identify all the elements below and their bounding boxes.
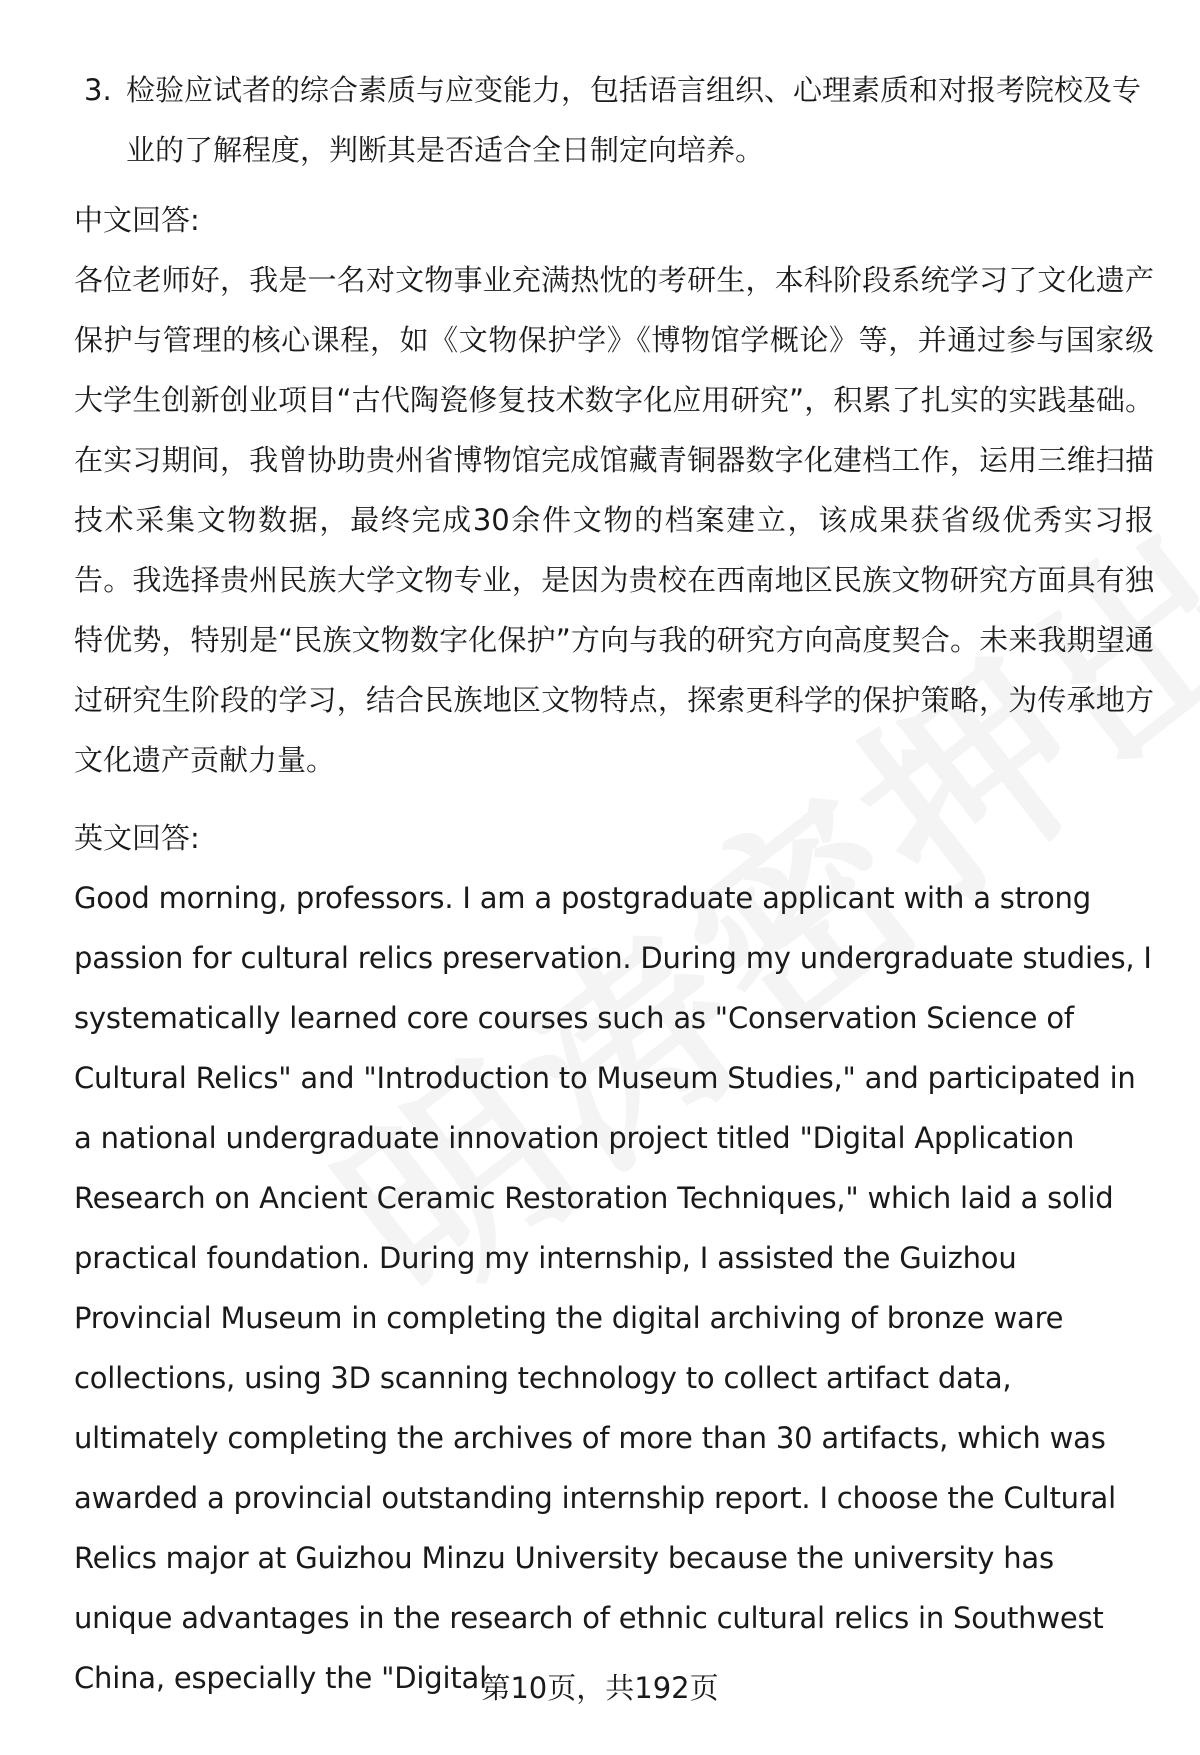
list-text: 检验应试者的综合素质与应变能力，包括语言组织、心理素质和对报考院校及专业的了解程度，判断其是否适合全日制定向培养。 [126,73,1142,167]
english-answer-paragraph: Good morning, professors. I am a postgraduate applicant with a strong passion for cultural relics preservation. During my undergraduate studies, I systematically learned core courses such as "Conservation Science of Cultural Relics" and "Introduction to Museum Studies," and participated in a national undergraduate innovation project titled "Digital Application Research on Ancient Ceramic Restoration Techniques," which laid a solid practical foundation. During my internship, I assisted the Guizhou Provincial Museum in completing the digital archiving of bronze ware collections, using 3D scanning technology to collect artifact data, ultimately completing the archives of more than 30 artifacts, which was awarded a provincial outstanding internship report. I choose the Cultural Relics major at Guizhou Minzu University because the university has unique advantages in the research of ethnic cultural relics in Southwest China, especially the "Digital [74,881,1152,1695]
document-page [74,60,1154,1708]
page-footer: 第10页，共192页 [481,1671,719,1705]
chinese-answer-label: 中文回答: [74,203,200,237]
list-number: 3. [84,73,112,107]
english-answer-label: 英文回答: [74,821,200,855]
list-item-3 [74,60,1154,180]
chinese-answer-paragraph: 各位老师好，我是一名对文物事业充满热忱的考研生，本科阶段系统学习了文化遗产保护与管理的核心课程，如《文物保护学》《博物馆学概论》等，并通过参与国家级大学生创新创业项目“古代陶瓷修复技术数字化应用研究”，积累了扎实的实践基础。在实习期间，我曾协助贵州省博物馆完成馆藏青铜器数字化建档工作，运用三维扫描技术采集文物数据，最终完成30余件文物的档案建立，该成果获省级优秀实习报告。我选择贵州民族大学文物专业，是因为贵校在西南地区民族文物研究方面具有独特优势，特别是“民族文物数字化保护”方向与我的研究方向高度契合。未来我期望通过研究生阶段的学习，结合民族地区文物特点，探索更科学的保护策略，为传承地方文化遗产贡献力量。 [74,263,1154,777]
